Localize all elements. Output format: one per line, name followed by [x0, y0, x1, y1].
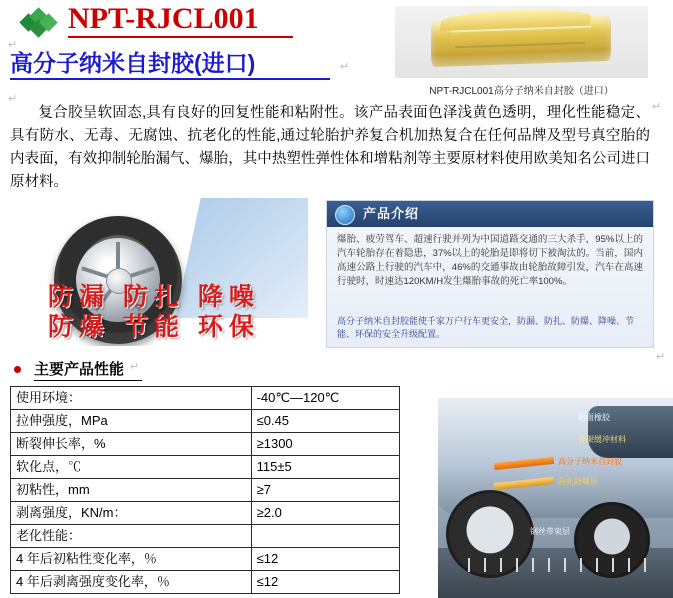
table-row [11, 387, 400, 410]
slogan-block [48, 282, 348, 342]
page-mark: ↵ [656, 351, 666, 363]
spec-value: ≤12 [251, 548, 399, 571]
callout-label-5: 钢丝带束层 [530, 527, 570, 536]
car-cutaway-photo [438, 398, 673, 598]
callout-label-2: 骨架缓冲材料 [578, 435, 626, 444]
page-subtitle: 高分子纳米自封胶(进口) [10, 50, 256, 76]
spec-key: 断裂伸长率，% [11, 433, 252, 456]
product-intro-header [327, 201, 653, 227]
table-row [11, 410, 400, 433]
spec-value: ≥1300 [251, 433, 399, 456]
slogan-line-2: 防爆 节能 环保 [48, 313, 260, 341]
spec-value: -40℃—120℃ [251, 387, 399, 410]
page-title: NPT-RJCL001 [68, 2, 259, 35]
spec-key: 软化点，℃ [11, 456, 252, 479]
table-row [11, 548, 400, 571]
page-mark: ↵ [8, 39, 18, 51]
document-header [0, 0, 673, 96]
page-mark: ↵ [652, 101, 662, 113]
table-row [11, 502, 400, 525]
intro-paragraph [10, 102, 650, 194]
table-row [11, 456, 400, 479]
table-row [11, 479, 400, 502]
spec-key: 使用环境： [11, 387, 252, 410]
callout-label-1: 胎面橡胶 [578, 413, 610, 422]
spec-table [10, 386, 400, 594]
product-intro-box [326, 200, 654, 348]
callout-label-3: 高分子纳米自封胶 [558, 457, 622, 466]
subtitle-divider [10, 78, 330, 80]
title-divider [68, 36, 293, 38]
product-intro-header-label: 产品介绍 [363, 206, 420, 221]
spec-value: ≥2.0 [251, 502, 399, 525]
spec-key: 4 年后初粘性变化率，％ [11, 548, 252, 571]
product-photo-caption: NPT-RJCL001高分子纳米自封胶（进口） [429, 86, 614, 97]
blue-sphere-icon [335, 205, 355, 225]
spec-key: 4 年后剥离强度变化率，％ [11, 571, 252, 594]
table-row [11, 433, 400, 456]
slogan-line-1: 防漏 防扎 降噪 [48, 283, 260, 311]
spec-key: 老化性能： [11, 525, 252, 548]
spec-key: 初粘性，mm [11, 479, 252, 502]
diamond-cluster-logo-icon [22, 8, 56, 36]
page-mark: ↵ [130, 361, 140, 373]
product-photo [395, 6, 648, 78]
spec-value: ≤12 [251, 571, 399, 594]
product-intro-body: 爆胎、疲劳驾车、超速行驶并列为中国道路交通的三大杀手，95%以上的汽车轮胎存在着隐患，37%以上的轮胎是即将切下被淘汰的。当前，国内高速公路上行驶的汽车中，46%的交通事故由轮胎故障引发，汽车在高速行驶时，时速达120KM/H发生爆胎事故的死亡率100%。 [337, 234, 643, 287]
page-mark: ↵ [340, 61, 350, 73]
table-row [11, 571, 400, 594]
section-title-divider [34, 380, 142, 381]
red-dot-bullet-icon [14, 366, 21, 373]
spec-value: ≤0.45 [251, 410, 399, 433]
spec-key: 拉伸强度，MPa [11, 410, 252, 433]
callout-label-4: 防扎防爆层 [558, 477, 598, 486]
spec-key: 剥离强度，KN/m： [11, 502, 252, 525]
spec-value: 115±5 [251, 456, 399, 479]
spec-value [251, 525, 399, 548]
product-intro-footer: 高分子纳米自封胶能使千家万户行车更安全，防漏、防扎、防爆、降噪、节能、环保的安全升级配置。 [337, 316, 635, 339]
table-row [11, 525, 400, 548]
intro-paragraph-text: 复合胶呈软固态,具有良好的回复性能和粘附性。该产品表面色泽浅黄色透明，理化性能稳定、具有防水、无毒、无腐蚀、抗老化的性能,通过轮胎护养复合机加热复合在任何品牌及型号真空胎的内表面，有效抑制轮胎漏气、爆胎，其中热塑性弹性体和增粘剂等主要原材料使用欧美知名公司进口原材料。 [10, 105, 650, 190]
spec-value: ≥7 [251, 479, 399, 502]
page-mark: ↵ [8, 93, 18, 105]
section-title: 主要产品性能 [34, 361, 125, 378]
